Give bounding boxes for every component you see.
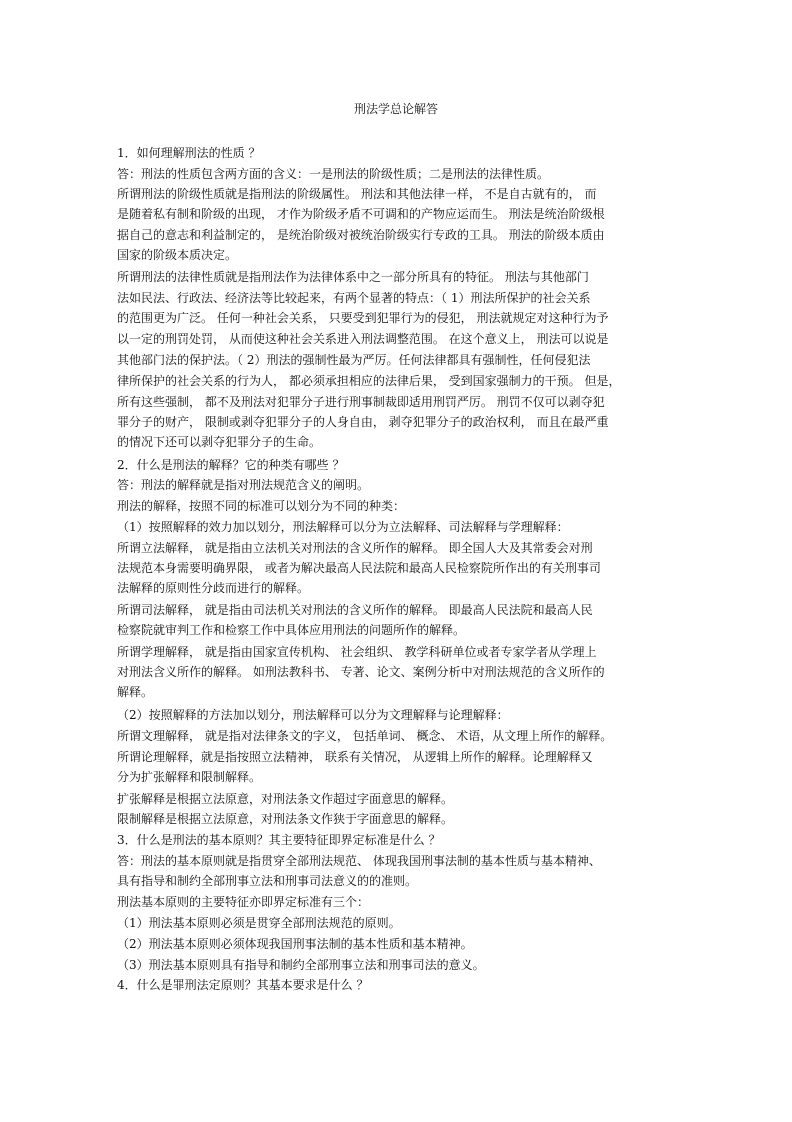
- paragraph-line: （1）按照解释的效力加以划分，刑法解释可以分为立法解释、司法解释与学理解释：: [117, 520, 569, 534]
- paragraph-line: 刑法基本原则的主要特征亦即界定标准有三个：: [117, 895, 370, 909]
- paragraph-line: 的情况下还可以剥夺犯罪分子的生命。: [117, 435, 322, 449]
- paragraph-line: （2）刑法基本原则必须体现我国刑事法制的基本性质和基本精神。: [117, 937, 473, 951]
- page-title: 刑法学总论解答: [353, 102, 438, 116]
- paragraph-line: （2）按照解释的方法加以划分，刑法解释可以分为文理解释与论理解释：: [117, 708, 509, 722]
- paragraph-line: 所谓立法解释， 就是指由立法机关对刑法的含义所作的解释。 即全国人大及其常委会对刑: [117, 541, 593, 555]
- paragraph-line: 法规范本身需要明确界限， 或者为解决最高人民法院和最高人民检察院所作出的有关刑事司: [117, 561, 601, 575]
- paragraph-line: 法如民法、行政法、经济法等比较起来，有两个显著的特点：（ 1）刑法所保护的社会关系: [117, 291, 591, 305]
- paragraph-line: 的范围更为广泛。 任何一种社会关系， 只要受到犯罪行为的侵犯， 刑法就规定对这种行为予: [117, 311, 609, 325]
- paragraph-line: 法解释的原则性分歧而进行的解释。: [117, 581, 310, 595]
- paragraph-line: 扩张解释是根据立法原意，对刑法条文作超过字面意思的解释。: [117, 792, 454, 806]
- paragraph-line: 以一定的刑罚处罚， 从而使这种社会关系进入刑法调整范围。 在这个意义上， 刑法可以说是: [117, 332, 609, 346]
- paragraph-line: 答：刑法的解释就是指对刑法规范含义的阐明。: [117, 478, 370, 492]
- paragraph-line: 检察院就审判工作和检察工作中具体应用刑法的问题所作的解释。: [117, 623, 466, 637]
- paragraph-line: 答：刑法的性质包含两方面的含义：一是刑法的阶级性质；二是刑法的法律性质。: [117, 167, 550, 181]
- paragraph-line: （3）刑法基本原则具有指导和制约全部刑事立法和刑事司法的意义。: [117, 958, 485, 972]
- paragraph-line: 具有指导和制约全部刑事立法和刑事司法意义的的准则。: [117, 874, 418, 888]
- paragraph-line: 是随着私有制和阶级的出现， 才作为阶级矛盾不可调和的产物应运而生。 刑法是统治阶级根: [117, 207, 605, 221]
- question-3: 3．什么是刑法的基本原则？其主要特征即界定标准是什么 ？: [117, 833, 441, 847]
- paragraph-line: 所谓文理解释， 就是指对法律条文的字义， 包括单词、 概念、 术语，从文理上所作的解释。: [117, 729, 613, 743]
- paragraph-line: 律所保护的社会关系的行为人， 都必须承担相应的法律后果， 受到国家强制力的干预。 但是，: [117, 374, 621, 388]
- paragraph-line: 限制解释是根据立法原意，对刑法条文作狭于字面意思的解释。: [117, 812, 454, 826]
- paragraph-line: 所有这些强制， 都不及刑法对犯罪分子进行刑事制裁即适用刑罚严厉。 刑罚不仅可以剥夺犯: [117, 395, 605, 409]
- question-2: 2．什么是刑法的解释？它的种类有哪些 ？: [117, 458, 345, 472]
- question-1: 1．如何理解刑法的性质 ？: [117, 146, 261, 160]
- paragraph-line: 对刑法含义所作的解释。 如刑法教科书、 专著、论文、案例分析中对刑法规范的含义所作的: [117, 665, 605, 679]
- paragraph-line: 罪分子的财产， 限制或剥夺犯罪分子的人身自由， 剥夺犯罪分子的政治权利， 而且在最严重: [117, 415, 609, 429]
- paragraph-line: 分为扩张解释和限制解释。: [117, 770, 262, 784]
- paragraph-line: 其他部门法的保护法。（ 2）刑法的强制性最为严厉。任何法律都具有强制性，任何侵犯法: [117, 353, 591, 367]
- paragraph-line: 所谓司法解释， 就是指由司法机关对刑法的含义所作的解释。 即最高人民法院和最高人民: [117, 603, 593, 617]
- question-4: 4．什么是罪刑法定原则？其基本要求是什么 ？: [117, 978, 369, 992]
- paragraph-line: 刑法的解释，按照不同的标准可以划分为不同的种类：: [117, 499, 406, 513]
- paragraph-line: （1）刑法基本原则必须是贯穿全部刑法规范的原则。: [117, 916, 401, 930]
- paragraph-line: 所谓论理解释，就是指按照立法精神， 联系有关情况， 从逻辑上所作的解释。论理解释又: [117, 750, 593, 764]
- paragraph-line: 解释。: [117, 685, 154, 699]
- paragraph-line: 国家的阶级本质决定。: [117, 248, 238, 262]
- paragraph-line: 据自己的意志和利益制定的， 是统治阶级对被统治阶级实行专政的工具。 刑法的阶级本质由: [117, 228, 605, 242]
- paragraph-line: 所谓刑法的法律性质就是指刑法作为法律体系中之一部分所具有的特征。 刑法与其他部门: [117, 270, 589, 284]
- paragraph-line: 答：刑法的基本原则就是指贯穿全部刑法规范、 体现我国刑事法制的基本性质与基本精神、: [117, 854, 601, 868]
- paragraph-line: 所谓学理解释， 就是指由国家宣传机构、 社会组织、 教学科研单位或者专家学者从学理上: [117, 645, 597, 659]
- paragraph-line: 所谓刑法的阶级性质就是指刑法的阶级属性。 刑法和其他法律一样， 不是自古就有的， 而: [117, 187, 597, 201]
